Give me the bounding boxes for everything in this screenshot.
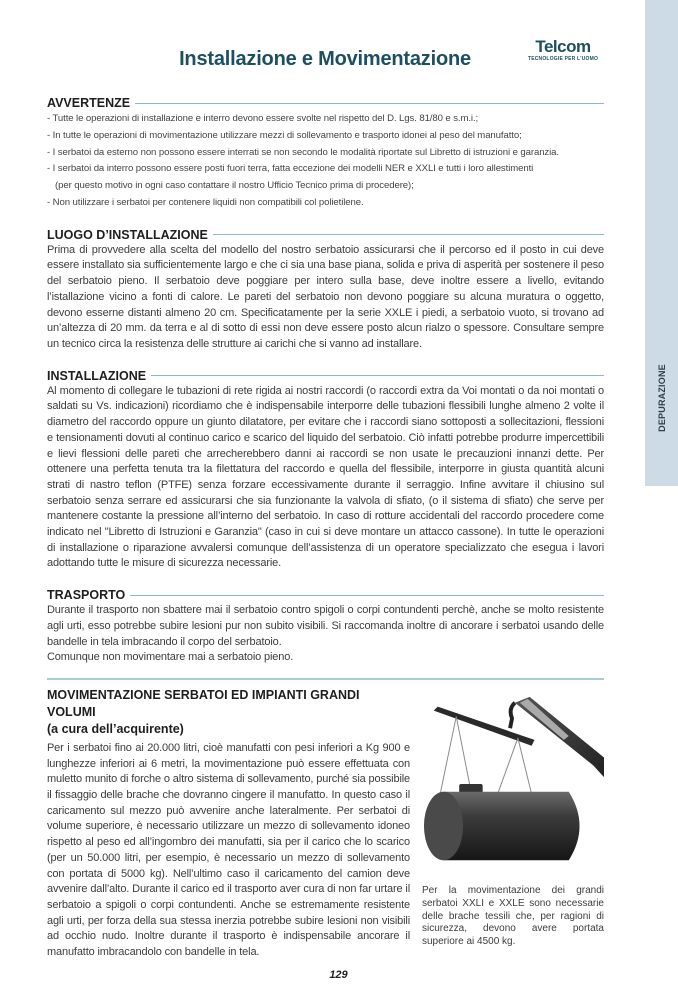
section-movimentazione	[47, 687, 604, 961]
section-luogo-installazione	[47, 227, 604, 353]
sidebar-label: DEPURAZIONE	[656, 364, 667, 432]
content-column	[47, 95, 604, 1001]
section-heading	[47, 368, 604, 384]
section-trasporto	[47, 587, 604, 666]
warning-item: - In tutte le operazioni di movimentazione utilizzare mezzi di sollevamento e trasporto idonei al peso del manufatto;	[47, 129, 522, 141]
warning-item: (per questo motivo in ogni caso contattare il nostro Ufficio Tecnico prima di procedere);	[55, 180, 414, 192]
section-body-note: Comunque non movimentare mai a serbatoio pieno.	[47, 651, 294, 664]
section-installazione	[47, 368, 604, 572]
section-body: Durante il trasporto non sbattere mai il serbatoio contro spigoli o corpi contundenti perchè, anche se molto resistente agli urti, esso potrebbe subire lesioni pur non subito visibili. Si raccomanda inoltre di ancorare i serbatoi usando delle bandelle in tela imbracando il corpo del serbatoio.	[47, 604, 604, 648]
section-heading	[47, 587, 604, 603]
heading-rule	[151, 375, 604, 376]
heading-rule	[135, 103, 604, 104]
movimentazione-text-column	[47, 687, 410, 961]
warning-item: - I serbatoi da interro possono essere posti fuori terra, fatta eccezione dei modelli NER e XXLI e tutti i loro allestimenti	[47, 163, 534, 175]
section-divider	[47, 678, 604, 680]
warning-item: - I serbatoi da esterno non possono essere interrati se non secondo le modalità riportate sul Libretto di istruzioni e garanzia.	[47, 146, 559, 158]
logo-tagline: TECNOLOGIE PER L'UOMO	[527, 56, 599, 62]
tank-lifting-photo	[422, 687, 604, 882]
section-body: Al momento di collegare le tubazioni di rete rigida ai nostri raccordi (o raccordi extra da Voi montati o da noi montati o saldati su Vs. indicazioni) ricordiamo che è indispensabile interporre delle tubazioni flessibili lunghe almeno 2 volte il diametro del raccordo oppure un giunto dilatatore, per evitare che i raccordi siano sottoposti a sollecitazioni, flessioni e tensionamenti dovuti al continuo carico e scarico del liquido del serbatoio. Ciò infatti potrebbe produrre impercettibili e lievi flessioni delle pareti che arrecherebbero danni ai raccordi se non usate le precauzioni innanzi dette. Per ottenere una perfetta tenuta tra la filettatura del raccordo e quella del flessibile, interporre in giusta quantità alcuni strati di nastro teflon (PTFE) senza forzare eccessivamente durante il serraggio. Infine avvitare il chiusino sul serbatoio senza serrare ed assicurarsi che sia funzionante la valvola di sfiato, (o il sistema di sfiato) che serve per mantenere costante la pressione all’interno del serbatoio. In caso di rotture accidentali del raccordo procedere come indicato nel "Libretto di Istruzioni e Garanzia" (caso in cui si deve montare un attacco cassone). In tutte le operazioni di installazione o riparazione avvalersi comunque dell’assistenza di un operatore specializzato che esegua i lavori adottando tutte le misure di sicurezza necessarie.	[47, 384, 604, 570]
section-body: Per i serbatoi fino ai 20.000 litri, cioè manufatti con pesi inferiori a Kg 900 e lunghezze inferiori ai 6 metri, la movimentazione può essere effettuata con muletto munito di forche o altro sistema di sollevamento, purché sia possibile il fissaggio delle brache che dovranno cingere il manufatto. In questo caso il caricamento sul mezzo può avvenire anche lateralmente. Per serbatoi di volume superiore, è necessario utilizzare un mezzo di sollevamento idoneo rispetto al peso ed all’ingombro dei manufatti, sia per il carico che lo scarico (per un 50.000 litri, per esempio, è necessario un mezzo di sollevamento con portata di 5000 kg). Nell’ultimo caso il caricamento del camion deve avvenire dall’alto. Durante il carico ed il trasporto aver cura di non far urtare il serbatoio a spigoli o corpi contundenti. Anche se estremamente resistente agli urti, per forza della sua stessa inerzia potrebbe subire lesioni non visibili ad occhio nudo. Inoltre durante il trasporto è indispensabile ancorare il manufatto imbracandolo con bandelle in tela.	[47, 741, 410, 959]
page-title: Installazione e Movimentazione	[179, 48, 471, 70]
heading-text: INSTALLAZIONE	[47, 368, 147, 383]
section-sidebar-tab	[645, 0, 678, 486]
section-subheading: (a cura dell’acquirente)	[47, 721, 184, 736]
page-number: 129	[329, 968, 348, 981]
movimentazione-photo-column	[422, 687, 604, 961]
telcom-logo	[521, 38, 605, 62]
section-heading: MOVIMENTAZIONE SERBATOI ED IMPIANTI GRANDI VOLUMI	[47, 687, 360, 719]
heading-rule	[213, 234, 604, 235]
heading-text: LUOGO D’INSTALLAZIONE	[47, 227, 208, 242]
warnings-list	[47, 111, 604, 212]
section-heading	[47, 95, 604, 111]
photo-caption: Per la movimentazione dei grandi serbatoi XXLI e XXLE sono necessarie delle brache tessili che, per ragioni di sicurezza, devono avere portata superiore ai 4500 kg.	[422, 884, 604, 948]
warning-item: - Tutte le operazioni di installazione e interro devono essere svolte nel rispetto del D. Lgs. 81/80 e s.m.i.;	[47, 113, 479, 124]
section-avvertenze	[47, 95, 604, 212]
crane-lifting-tank-illustration	[422, 687, 604, 877]
heading-text: TRASPORTO	[47, 588, 126, 603]
logo-name: Telcom	[535, 37, 591, 56]
warning-item: - Non utilizzare i serbatoi per contenere liquidi non compatibili col polietilene.	[47, 196, 364, 208]
section-body: Prima di provvedere alla scelta del modello del nostro serbatoio assicurarsi che il percorso ed il posto in cui deve essere installato sia sufficientemente largo e che ci sia una base piana, solida e priva di asperità per sostenere il peso del serbatoio pieno. Il serbatoio deve poggiare per intero sulla base, deve inoltre essere a livello, evitando l’istallazione vicino a fonti di calore. Le pareti del serbatoio non devono poggiare su alcuna muratura o oggetto, devono esserne distanti almeno 20 cm. Specificatamente per la serie XXLE i piedi, a serbatoio vuoto, si trovano ad un’altezza di 20 mm. da terra e al di sotto di essi non deve essere posto alcun rialzo o spessore. Consultare sempre un tecnico circa la resistenza delle strutture ai carichi che si vanno ad installare.	[47, 243, 604, 350]
heading-text: AVVERTENZE	[47, 96, 131, 110]
section-heading	[47, 227, 604, 243]
heading-rule	[130, 595, 604, 596]
